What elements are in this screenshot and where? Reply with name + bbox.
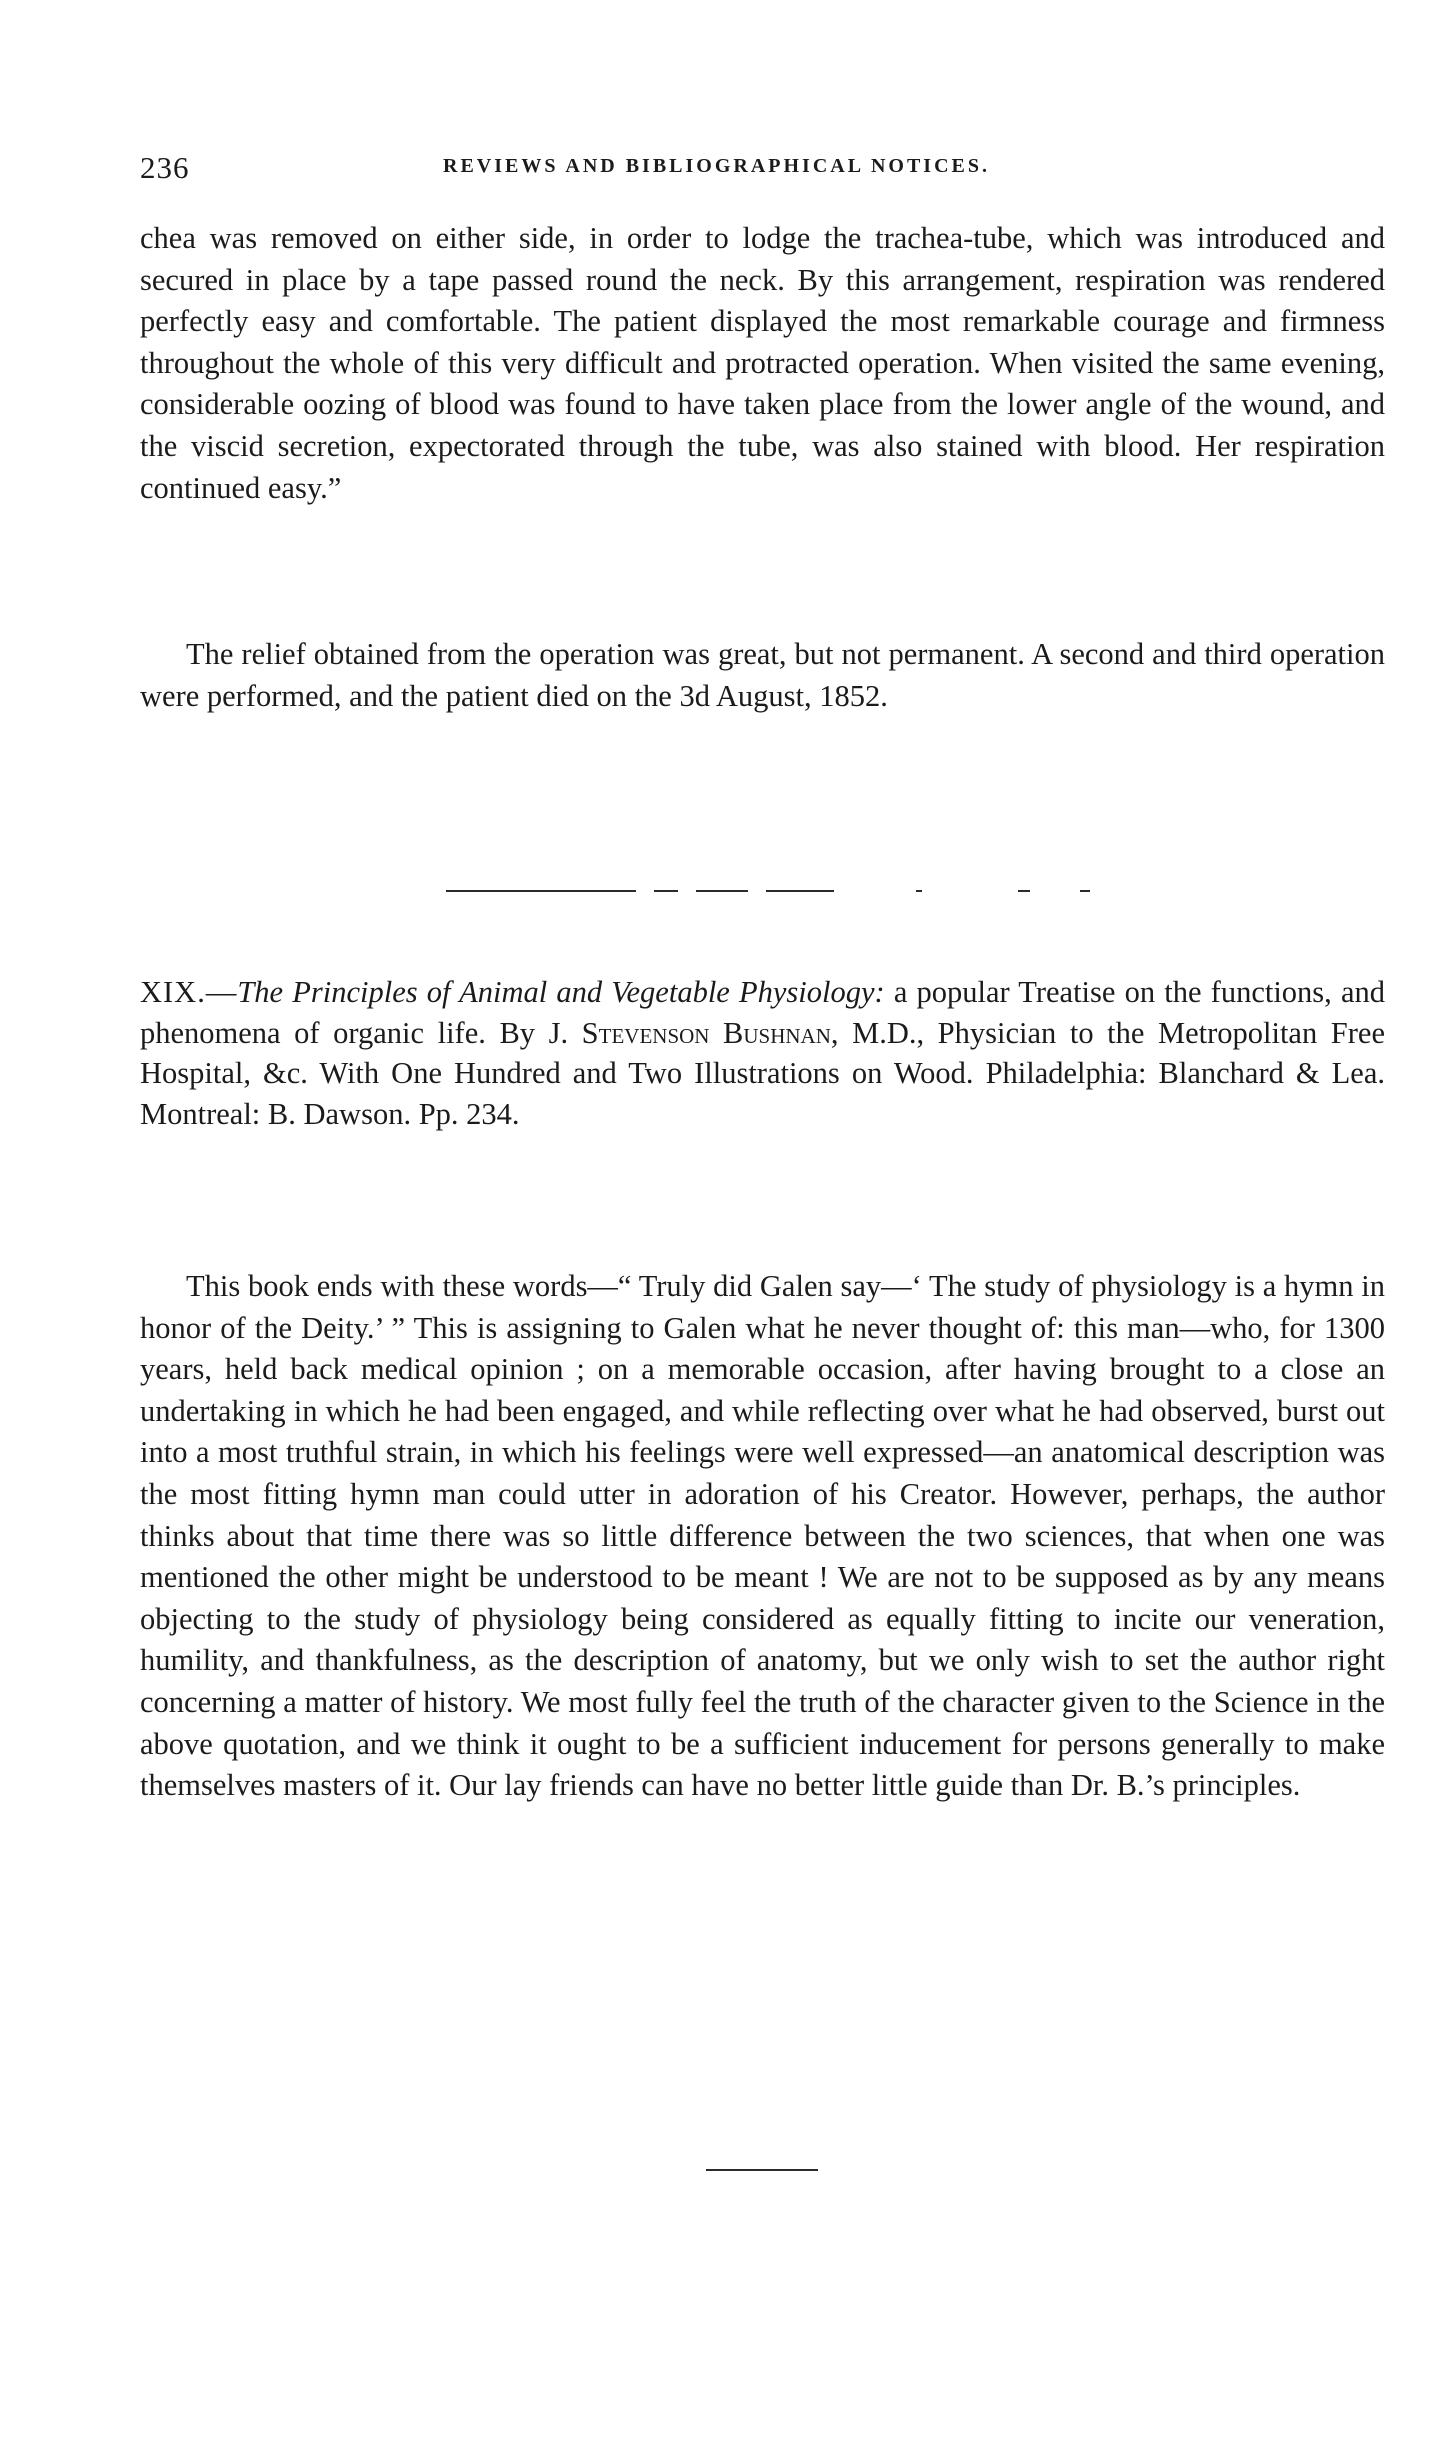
case-report-paragraph: chea was removed on either side, in order to lodge the trachea-tube, which was introduced and secured in place by a tape passed round the neck. By this arrangement, respiration was rendered perfectly easy and comfortable. The patient displayed the most remarkable courage and firmness throughout the whole of this very difficult and protracted operation. When visited the same evening, considerable oozing of blood was found to have taken place from the lower angle of the wound, and the viscid secretion, expectorated through the tube, was also stained with blood. Her respiration continued easy.” xyxy=(140,221,1385,505)
running-head xyxy=(140,150,1385,190)
divider-segment xyxy=(654,890,678,892)
divider-segment xyxy=(766,890,834,892)
divider-segment xyxy=(446,890,636,892)
review-body xyxy=(140,1266,1385,1807)
section-divider xyxy=(446,890,1106,894)
review-paragraph: This book ends with these words—“ Truly did Galen say—‘ The study of physiology is a hymn in honor of the Deity.’ ” This is assigning to Galen what he never thought of: this man—who, for 1300 years, held back medical opinion ; on a memorable occasion, after having brought to a close an undertaking in which he had been engaged, and while reflecting over what he had observed, burst out into a most truthful strain, in which his feelings were well expressed—an anatomical description was the most fitting hymn man could utter in adoration of his Creator. However, perhaps, the author thinks about that time there was so little difference between the two sciences, that when one was mentioned the other might be understood to be meant ! We are not to be supposed as by any means objecting to the study of physiology being considered as equally fitting to incite our veneration, humility, and thankfulness, as the description of anatomy, but we only wish to set the author right concerning a matter of history. We most fully feel the truth of the character given to the Science in the above quotation, and we think it ought to be a sufficient inducement for persons generally to make themselves masters of it. Our lay friends can have no better little guide than Dr. B.’s principles. xyxy=(140,1269,1385,1803)
divider-segment xyxy=(696,890,748,892)
review-subtitle: a popular Treatise on the functions, and phenomena of organic life. By J. xyxy=(140,975,1385,1050)
case-report-conclusion xyxy=(140,634,1385,717)
review-author: Stevenson Bushnan xyxy=(581,1015,831,1050)
divider-segment xyxy=(1080,890,1090,892)
review-citation xyxy=(140,975,1385,1131)
running-title: REVIEWS AND BIBLIOGRAPHICAL NOTICES. xyxy=(443,155,990,177)
review-number: XIX.— xyxy=(140,975,238,1009)
review-title: The Principles of Animal and Vegetable Physiology: xyxy=(237,975,885,1009)
case-report-paragraph: The relief obtained from the operation was great, but not permanent. A second and third operation were performed, and the patient died on the 3d August, 1852. xyxy=(140,637,1385,713)
end-rule xyxy=(706,2169,818,2171)
divider-segment xyxy=(1018,890,1030,892)
divider-segment xyxy=(916,890,922,892)
review-heading xyxy=(140,972,1385,1134)
review-details: , M.D., Physician to the Metropolitan Free Hospital, &c. With One Hundred and Two Illustrations on Wood. Philadelphia: Blanchard & Lea. Montreal: B. Dawson. Pp. 234. xyxy=(140,1015,1385,1131)
page-number: 236 xyxy=(140,150,190,185)
case-report-continuation xyxy=(140,218,1385,509)
